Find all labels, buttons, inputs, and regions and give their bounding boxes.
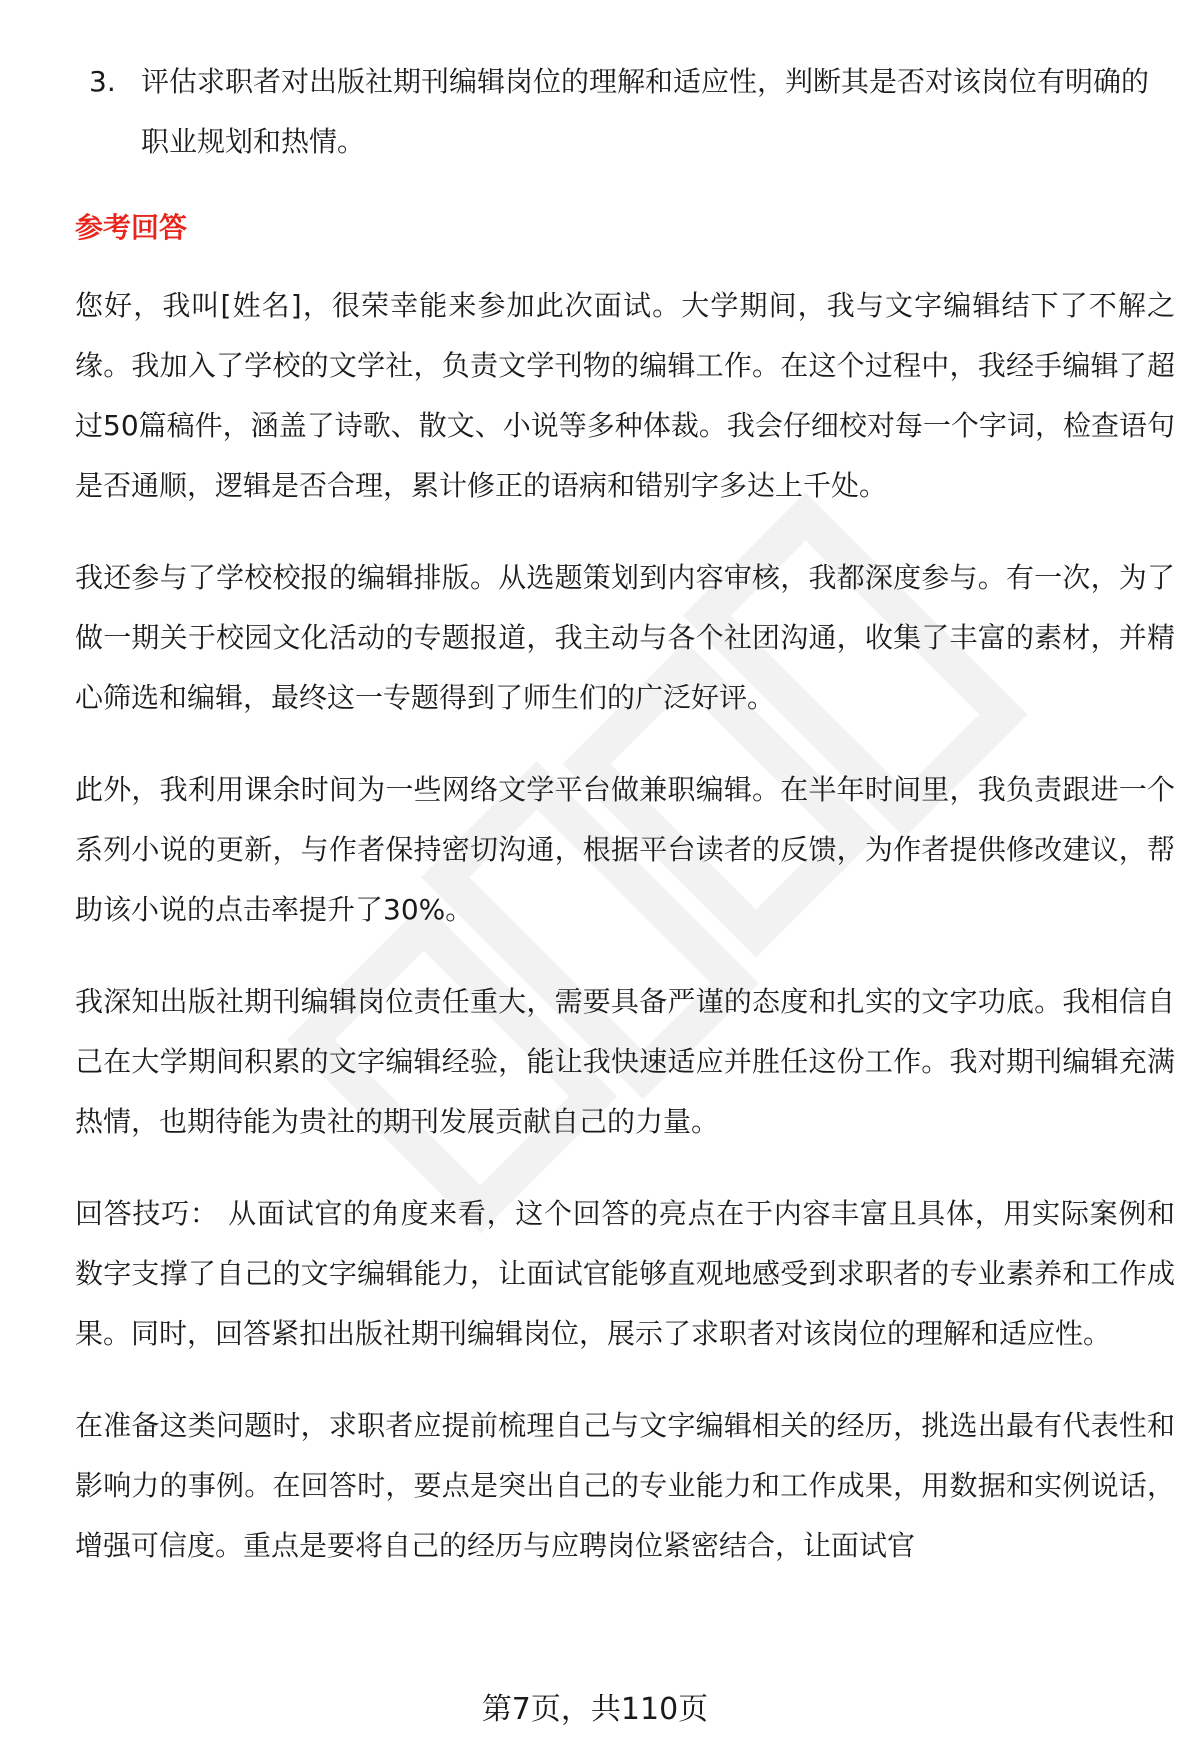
list-item xyxy=(75,52,1175,172)
section-label: 参考回答 xyxy=(75,211,188,244)
page-number-footer: 第7页，共110页 xyxy=(481,1692,709,1727)
paragraph: 我还参与了学校校报的编辑排版。从选题策划到内容审核，我都深度参与。有一次，为了做一期关于校园文化活动的专题报道，我主动与各个社团沟通，收集了丰富的素材，并精心筛选和编辑，最终这一专题得到了师生们的广泛好评。 xyxy=(75,561,1175,714)
paragraph: 我深知出版社期刊编辑岗位责任重大，需要具备严谨的态度和扎实的文字功底。我相信自己在大学期间积累的文字编辑经验，能让我快速适应并胜任这份工作。我对期刊编辑充满热情，也期待能为贵社的期刊发展贡献自己的力量。 xyxy=(75,985,1175,1138)
list-item-text: 评估求职者对出版社期刊编辑岗位的理解和适应性，判断其是否对该岗位有明确的职业规划和热情。 xyxy=(141,65,1150,158)
document-body xyxy=(75,52,1175,1608)
paragraph: 回答技巧： 从面试官的角度来看，这个回答的亮点在于内容丰富且具体，用实际案例和数字支撑了自己的文字编辑能力，让面试官能够直观地感受到求职者的专业素养和工作成果。同时，回答紧扣出版社期刊编辑岗位，展示了求职者对该岗位的理解和适应性。 xyxy=(75,1197,1175,1350)
list-item-number: 3. xyxy=(89,65,116,98)
paragraph: 此外，我利用课余时间为一些网络文学平台做兼职编辑。在半年时间里，我负责跟进一个系列小说的更新，与作者保持密切沟通，根据平台读者的反馈，为作者提供修改建议，帮助该小说的点击率提升了30%。 xyxy=(75,773,1175,926)
paragraph: 在准备这类问题时，求职者应提前梳理自己与文字编辑相关的经历，挑选出最有代表性和影响力的事例。在回答时，要点是突出自己的专业能力和工作成果，用数据和实例说话，增强可信度。重点是要将自己的经历与应聘岗位紧密结合，让面试官 xyxy=(75,1409,1175,1562)
paragraph: 您好，我叫[姓名]，很荣幸能来参加此次面试。大学期间，我与文字编辑结下了不解之缘。我加入了学校的文学社，负责文学刊物的编辑工作。在这个过程中，我经手编辑了超过50篇稿件，涵盖了诗歌、散文、小说等多种体裁。我会仔细校对每一个字词，检查语句是否通顺，逻辑是否合理，累计修正的语病和错别字多达上千处。 xyxy=(75,289,1175,502)
